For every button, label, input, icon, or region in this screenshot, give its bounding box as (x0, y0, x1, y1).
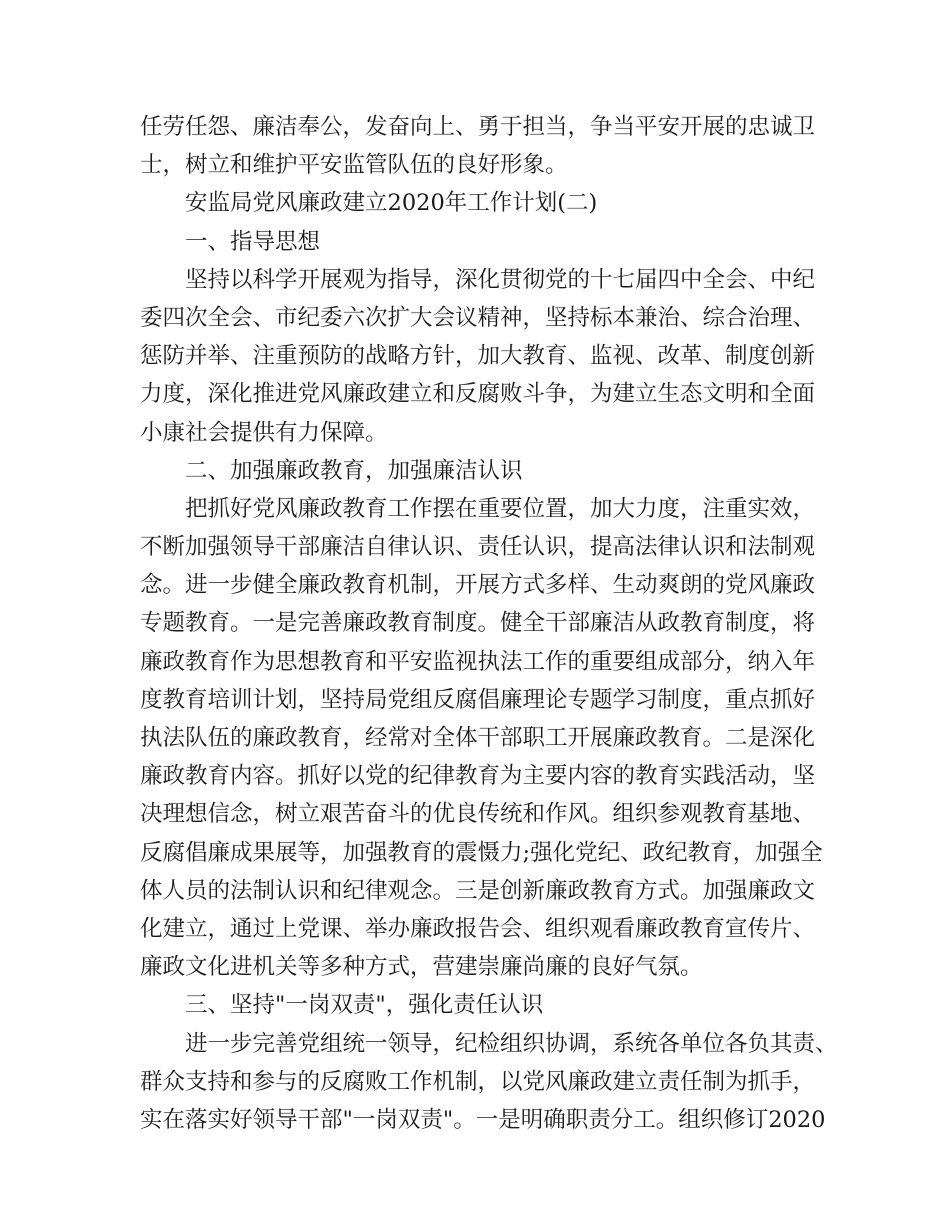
text-line: 任劳任怨、廉洁奉公，发奋向上、勇于担当，争当平安开展的忠诚卫 (140, 114, 816, 140)
text-line: 惩防并举、注重预防的战略方针，加大教育、监视、改革、制度创新 (140, 343, 816, 370)
text-line: 廉政文化进机关等多种方式，营建崇廉尚廉的良好气氛。 (140, 954, 703, 981)
text-line: 进一步完善党组统一领导，纪检组织协调，系统各单位各负其责、 (185, 1030, 838, 1057)
text-line: 化建立，通过上党课、举办廉政报告会、组织观看廉政教育宣传片、 (140, 915, 816, 942)
text-line: 度教育培训计划，坚持局党组反腐倡廉理论专题学习制度，重点抓好 (140, 686, 816, 713)
text-line: 念。进一步健全廉政教育机制，开展方式多样、生动爽朗的党风廉政 (140, 572, 816, 599)
text-line: 廉政教育内容。抓好以党的纪律教育为主要内容的教育实践活动，坚 (140, 763, 816, 790)
text-line: 决理想信念，树立艰苦奋斗的优良传统和作风。组织参观教育基地、 (140, 801, 816, 828)
text-line: 小康社会提供有力保障。 (140, 419, 388, 446)
text-line: 力度，深化推进党风廉政建立和反腐败斗争，为建立生态文明和全面 (140, 381, 816, 408)
text-line: 执法队伍的廉政教育，经常对全体干部职工开展廉政教育。二是深化 (140, 725, 816, 751)
text-line: 坚持以科学开展观为指导，深化贯彻党的十七届四中全会、中纪 (185, 266, 816, 293)
heading-guiding-ideology: 一、指导思想 (185, 228, 321, 255)
text-line: 体人员的法制认识和纪律观念。三是创新廉政教育方式。加强廉政文 (140, 877, 816, 904)
text-line: 反腐倡廉成果展等，加强教育的震慑力;强化党纪、政纪教育，加强全 (140, 839, 823, 866)
document-body (140, 108, 838, 1139)
text-line: 专题教育。一是完善廉政教育制度。健全干部廉洁从政教育制度，将 (140, 610, 816, 637)
text-line: 士，树立和维护平安监管队伍的良好形象。 (140, 152, 568, 179)
heading-integrity-education: 二、加强廉政教育，加强廉洁认识 (185, 457, 523, 484)
section-title: 安监局党风廉政建立2020年工作计划(二) (185, 190, 598, 217)
text-line: 把抓好党风廉政教育工作摆在重要位置，加大力度，注重实效， (185, 495, 816, 522)
text-line: 不断加强领导干部廉洁自律认识、责任认识，提高法律认识和法制观 (140, 534, 816, 561)
text-line: 群众支持和参与的反腐败工作机制，以党风廉政建立责任制为抓手， (140, 1068, 816, 1095)
heading-dual-responsibility: 三、坚持"一岗双责"，强化责任认识 (185, 992, 544, 1019)
text-line: 实在落实好领导干部"一岗双责"。一是明确职责分工。组织修订2020 (140, 1106, 826, 1133)
text-line: 委四次全会、市纪委六次扩大会议精神，坚持标本兼治、综合治理、 (140, 304, 816, 331)
text-line: 廉政教育作为思想教育和平安监视执法工作的重要组成部分，纳入年 (140, 648, 816, 675)
